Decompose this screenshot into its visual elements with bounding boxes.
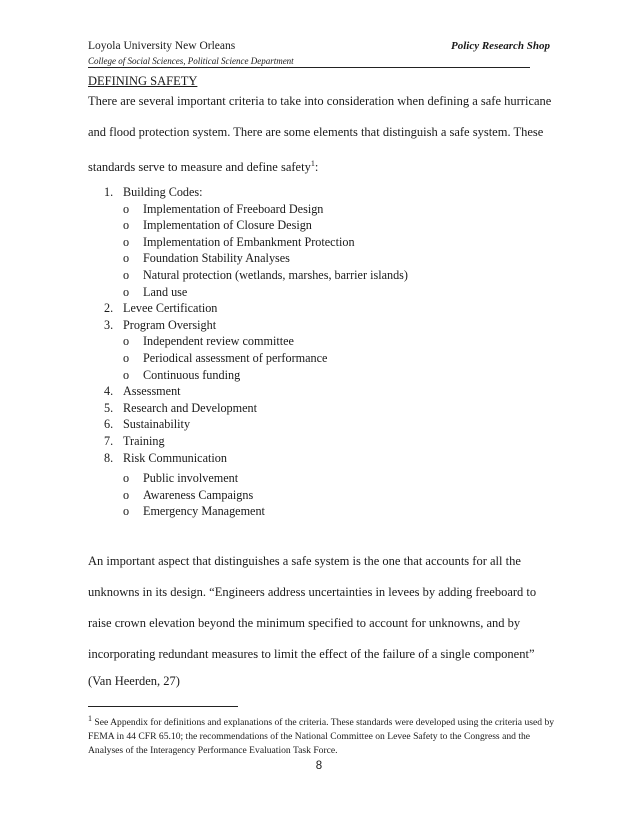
list-item-label: Levee Certification [123,301,218,316]
list-item [104,317,408,334]
sub-list-item-label: Public involvement [143,471,239,486]
list-item-number: 1. [104,185,114,199]
list-item [104,383,408,400]
sub-list-item [104,284,408,301]
sub-list-item-label: Implementation of Closure Design [143,218,312,233]
intro-text: There are several important criteria to take into consideration when defining a safe hurricane and flood protection system. There are some elements that distinguish a safe system. These standards serve to measure and define safety [88,94,552,175]
list-item [104,433,408,450]
list-item-number: 7. [104,433,114,448]
bullet-icon: o [123,251,130,266]
list-item-label: Building Codes: [123,185,203,199]
bullet-icon: o [123,234,130,249]
list-item [104,450,408,467]
bullet-icon: o [123,350,130,365]
list-item-label: Sustainability [123,417,191,432]
bullet-icon: o [123,267,130,282]
list-item-label: Risk Communication [123,450,227,465]
footnote-ref: 1 [310,159,315,168]
sub-list-item [104,487,408,504]
sub-list-item [104,217,408,234]
bullet-icon: o [123,504,130,519]
sub-list-item [104,470,408,487]
sub-list-item-label: Foundation Stability Analyses [143,251,290,266]
sub-list-item [104,267,408,284]
list-item-number: 3. [104,317,114,332]
bullet-icon: o [123,218,130,233]
list-item [104,416,408,433]
bullet-icon: o [123,367,130,382]
section-heading: DEFINING SAFETY [88,74,198,88]
list-item-number: 5. [104,400,114,415]
sub-list-item-label: Land use [143,284,188,299]
sub-list-item-label: Implementation of Freeboard Design [143,201,324,216]
intro-end: : [314,160,319,175]
bullet-icon: o [123,487,130,502]
footnote [88,712,558,758]
sub-list-item [104,201,408,218]
page-number: 8 [315,760,323,772]
bullet-icon: o [123,284,130,299]
list-item [104,400,408,417]
sub-list-item [104,503,408,520]
sub-list-item-label: Periodical assessment of performance [143,350,328,365]
sub-list-item [104,234,408,251]
citation: (Van Heerden, 27) [88,674,180,688]
sub-list-item-label: Implementation of Embankment Protection [143,234,355,249]
list-item-number: 8. [104,450,114,465]
bullet-icon: o [123,201,130,216]
sub-list-item [104,333,408,350]
intro-paragraph [88,86,558,183]
paragraph-two: An important aspect that distinguishes a safe system is the one that accounts for all the unknowns in its design. “Engineers address uncertainties in levees by adding freeboard to raise crown elevation beyond the minimum specified to account for unknowns, and by incorporating redundant measures to limit the effect of the failure of a single component” [88,554,537,661]
list-item-number: 6. [104,417,114,432]
sub-list-item-label: Continuous funding [143,367,241,382]
sub-list-item-label: Awareness Campaigns [143,487,254,502]
sub-list-item [104,250,408,267]
bullet-icon: o [123,471,130,486]
list-item-label: Program Oversight [123,317,217,332]
header-shop: Policy Research Shop [451,40,550,52]
list-item-label: Training [123,433,165,448]
bullet-icon: o [123,334,130,349]
sub-list-item-label: Independent review committee [143,334,294,349]
list-item-label: Research and Development [123,400,258,415]
header-college: College of Social Sciences, Political Science Department [88,56,530,68]
footnote-marker: 1 [88,714,92,723]
sub-list-item [104,350,408,367]
list-item [104,300,408,317]
sub-list-item-label: Emergency Management [143,504,265,519]
sub-list-item [104,367,408,384]
list-item [104,184,408,201]
footnote-divider [88,706,238,707]
sub-list-item-label: Natural protection (wetlands, marshes, barrier islands) [143,267,408,282]
list-item-label: Assessment [123,384,181,399]
footnote-text: See Appendix for definitions and explanations of the criteria. These standards were developed using the criteria used by FEMA in 44 CFR 65.10; the recommendations of the National Committee on Levee Safety to the Congress and the Analyses of the Interagency Performance Evaluation Task Force. [88,717,555,757]
list-item-number: 4. [104,384,114,399]
list-item-number: 2. [104,301,114,316]
criteria-list [104,184,408,520]
header-university: Loyola University New Orleans [88,40,236,52]
